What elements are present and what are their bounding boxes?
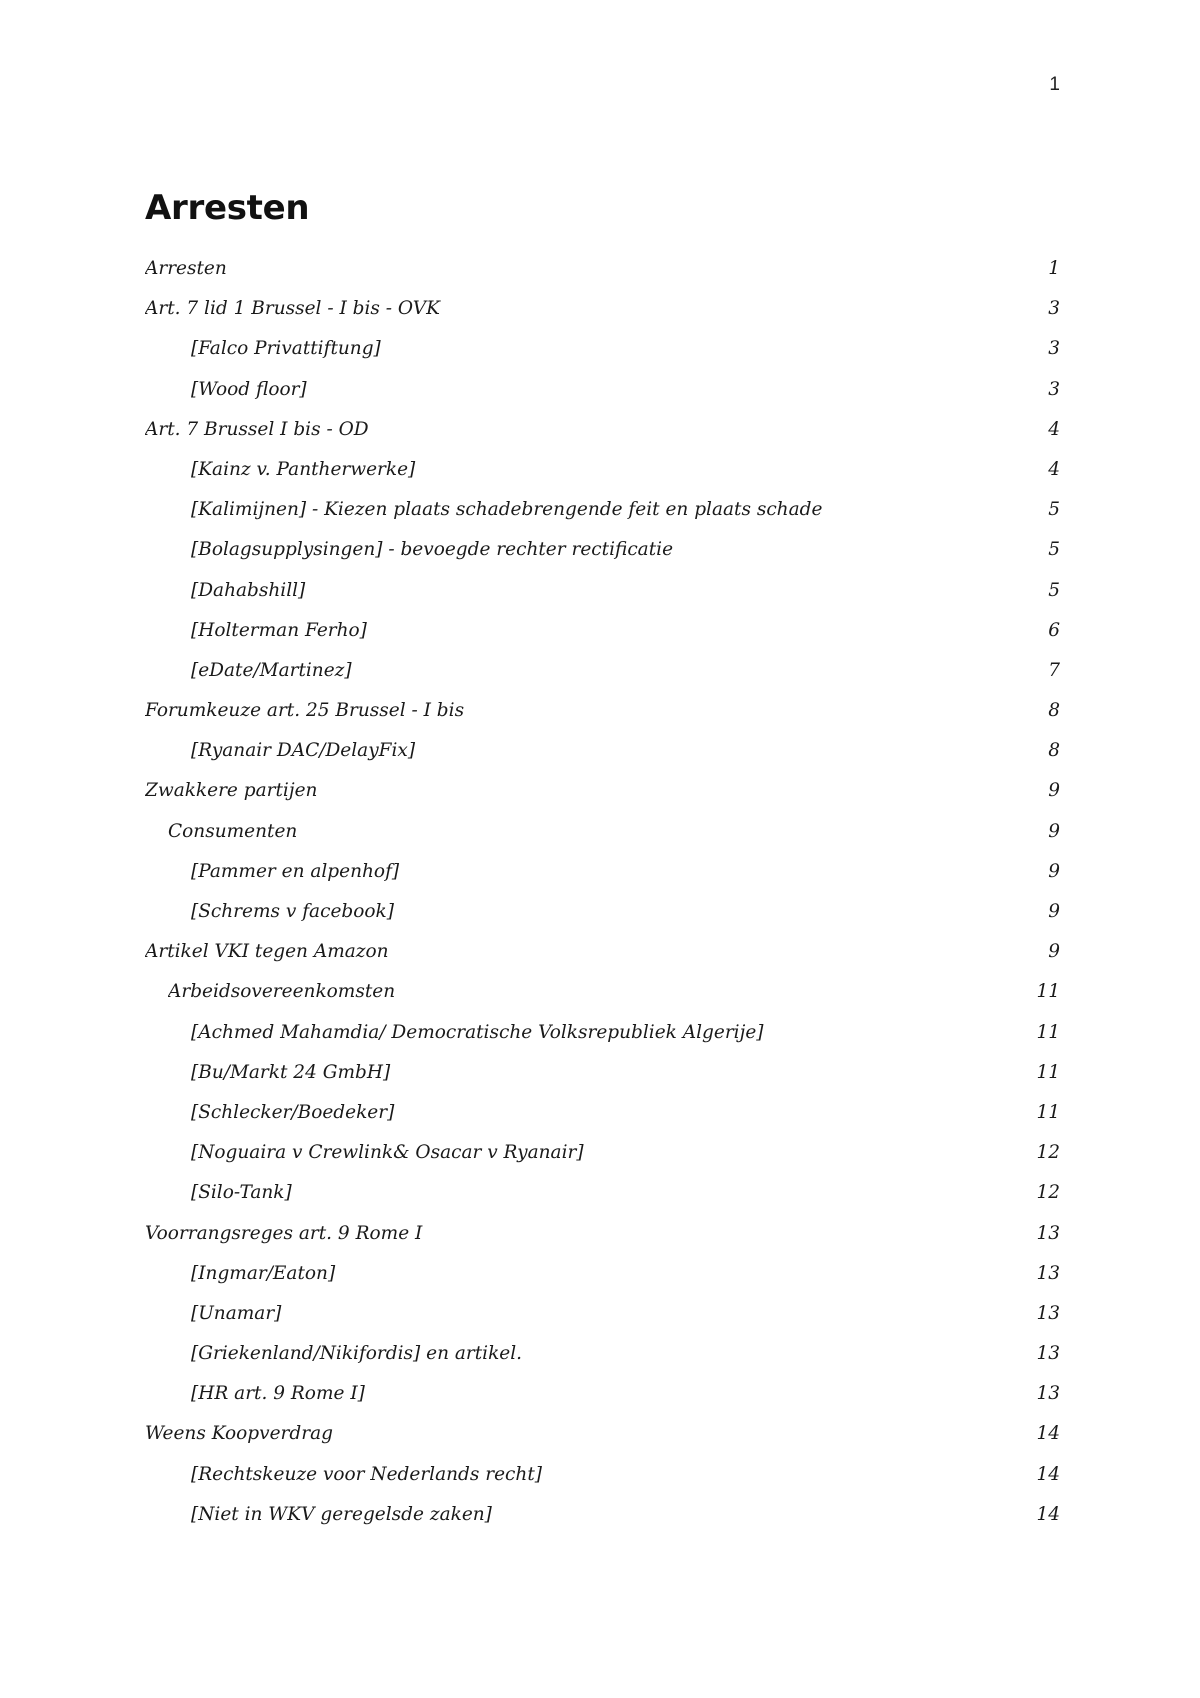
toc-entry[interactable] xyxy=(145,1380,1060,1420)
toc-entry-page-number: 3 xyxy=(1048,338,1060,360)
toc-entry[interactable] xyxy=(145,1059,1060,1099)
toc-entry-page-number: 9 xyxy=(1048,941,1060,963)
toc-entry[interactable] xyxy=(145,255,1060,295)
toc-entry-label: [Kainz v. Pantherwerke] xyxy=(191,458,416,480)
toc-entry[interactable] xyxy=(145,376,1060,416)
toc-entry-label: [Rechtskeuze voor Nederlands recht] xyxy=(191,1463,542,1485)
toc-entry-label: [Schrems v facebook] xyxy=(191,901,394,922)
toc-entry-page-number: 13 xyxy=(1036,1343,1060,1365)
toc-entry-page-number: 13 xyxy=(1036,1262,1060,1284)
toc-entry-page-number: 12 xyxy=(1036,1182,1060,1204)
toc-entry-page-number: 5 xyxy=(1048,579,1060,601)
toc-entry-label: Voorrangsreges art. 9 Rome I xyxy=(145,1222,423,1244)
toc-entry-page-number: 3 xyxy=(1048,298,1060,320)
toc-entry[interactable] xyxy=(145,1139,1060,1179)
toc-entry-page-number: 9 xyxy=(1048,901,1060,922)
toc-entry[interactable] xyxy=(145,577,1060,617)
toc-entry[interactable] xyxy=(145,697,1060,737)
table-of-contents xyxy=(145,255,1060,1541)
toc-entry-label: [Bolagsupplysingen] - bevoegde rechter rectificatie xyxy=(191,539,674,561)
toc-entry-label: [Niet in WKV geregelsde zaken] xyxy=(191,1503,492,1525)
toc-entry-page-number: 8 xyxy=(1048,700,1060,722)
toc-entry-page-number: 13 xyxy=(1036,1222,1060,1244)
toc-entry-label: [Schlecker/Boedeker] xyxy=(191,1101,395,1123)
toc-entry-label: [Noguaira v Crewlink& Osacar v Ryanair] xyxy=(191,1142,584,1164)
toc-entry[interactable] xyxy=(145,737,1060,777)
toc-entry[interactable] xyxy=(145,1461,1060,1501)
toc-entry-label: [Silo-Tank] xyxy=(191,1182,292,1204)
toc-entry-page-number: 11 xyxy=(1036,981,1060,1003)
toc-entry-page-number: 11 xyxy=(1036,1021,1060,1043)
toc-entry-page-number: 13 xyxy=(1036,1383,1060,1405)
toc-entry[interactable] xyxy=(145,1300,1060,1340)
toc-entry[interactable] xyxy=(145,777,1060,817)
toc-entry-page-number: 9 xyxy=(1048,860,1060,882)
toc-entry[interactable] xyxy=(145,456,1060,496)
toc-entry[interactable] xyxy=(145,1019,1060,1059)
toc-entry-page-number: 6 xyxy=(1048,619,1060,641)
toc-entry-page-number: 12 xyxy=(1036,1142,1060,1164)
toc-entry-label: Zwakkere partijen xyxy=(145,780,318,802)
toc-entry-label: Arresten xyxy=(145,258,227,279)
toc-entry-label: [Holterman Ferho] xyxy=(191,619,367,641)
toc-entry-label: Artikel VKI tegen Amazon xyxy=(145,941,389,963)
toc-entry-label: Weens Koopverdrag xyxy=(145,1423,333,1445)
toc-entry[interactable] xyxy=(145,1260,1060,1300)
toc-entry-label: Art. 7 lid 1 Brussel - I bis - OVK xyxy=(145,298,440,320)
toc-entry[interactable] xyxy=(145,1420,1060,1460)
toc-entry[interactable] xyxy=(145,496,1060,536)
toc-entry[interactable] xyxy=(145,938,1060,978)
toc-entry-page-number: 4 xyxy=(1048,418,1060,440)
toc-entry-page-number: 4 xyxy=(1048,458,1060,480)
toc-entry[interactable] xyxy=(145,978,1060,1018)
toc-entry-page-number: 7 xyxy=(1048,659,1060,681)
toc-entry-page-number: 8 xyxy=(1048,740,1060,762)
toc-entry-page-number: 9 xyxy=(1048,820,1060,842)
document-title: Arresten xyxy=(145,188,310,228)
toc-entry-label: [Achmed Mahamdia/ Democratische Volksrepubliek Algerije] xyxy=(191,1021,764,1043)
toc-entry-page-number: 14 xyxy=(1036,1463,1060,1485)
toc-entry[interactable] xyxy=(145,295,1060,335)
toc-entry[interactable] xyxy=(145,1099,1060,1139)
toc-entry-label: [Ingmar/Eaton] xyxy=(191,1262,336,1284)
toc-entry-label: [Griekenland/Nikifordis] en artikel. xyxy=(191,1343,523,1365)
toc-entry-label: [Kalimijnen] - Kiezen plaats schadebrengende feit en plaats schade xyxy=(191,499,823,521)
page-number: 1 xyxy=(1049,74,1060,95)
toc-entry-label: Consumenten xyxy=(168,820,298,842)
toc-entry[interactable] xyxy=(145,1179,1060,1219)
toc-entry-page-number: 11 xyxy=(1036,1061,1060,1083)
toc-entry-page-number: 1 xyxy=(1048,258,1060,279)
toc-entry-label: Arbeidsovereenkomsten xyxy=(168,981,396,1003)
toc-entry-page-number: 9 xyxy=(1048,780,1060,802)
toc-entry-page-number: 5 xyxy=(1048,539,1060,561)
toc-entry[interactable] xyxy=(145,335,1060,375)
toc-entry-label: [HR art. 9 Rome I] xyxy=(191,1383,365,1405)
toc-entry-label: [Wood floor] xyxy=(191,378,307,400)
toc-entry-label: [Unamar] xyxy=(191,1302,282,1324)
toc-entry[interactable] xyxy=(145,1220,1060,1260)
toc-entry[interactable] xyxy=(145,818,1060,858)
toc-entry-label: [eDate/Martinez] xyxy=(191,659,352,681)
toc-entry[interactable] xyxy=(145,617,1060,657)
toc-entry-label: [Bu/Markt 24 GmbH] xyxy=(191,1061,391,1083)
toc-entry-label: [Dahabshill] xyxy=(191,579,306,601)
toc-entry-label: Forumkeuze art. 25 Brussel - I bis xyxy=(145,700,465,722)
toc-entry-page-number: 5 xyxy=(1048,499,1060,521)
toc-entry[interactable] xyxy=(145,858,1060,898)
toc-entry-page-number: 13 xyxy=(1036,1302,1060,1324)
toc-entry-page-number: 14 xyxy=(1036,1423,1060,1445)
toc-entry[interactable] xyxy=(145,1340,1060,1380)
toc-entry-label: [Falco Privattiftung] xyxy=(191,338,381,360)
toc-entry[interactable] xyxy=(145,416,1060,456)
toc-entry[interactable] xyxy=(145,657,1060,697)
toc-entry-page-number: 3 xyxy=(1048,378,1060,400)
toc-entry[interactable] xyxy=(145,536,1060,576)
toc-entry-label: [Pammer en alpenhof] xyxy=(191,860,400,882)
toc-entry-page-number: 11 xyxy=(1036,1101,1060,1123)
toc-entry-label: Art. 7 Brussel I bis - OD xyxy=(145,418,369,440)
toc-entry[interactable] xyxy=(145,898,1060,938)
toc-entry-label: [Ryanair DAC/DelayFix] xyxy=(191,740,416,762)
toc-entry[interactable] xyxy=(145,1501,1060,1541)
toc-entry-page-number: 14 xyxy=(1036,1503,1060,1525)
